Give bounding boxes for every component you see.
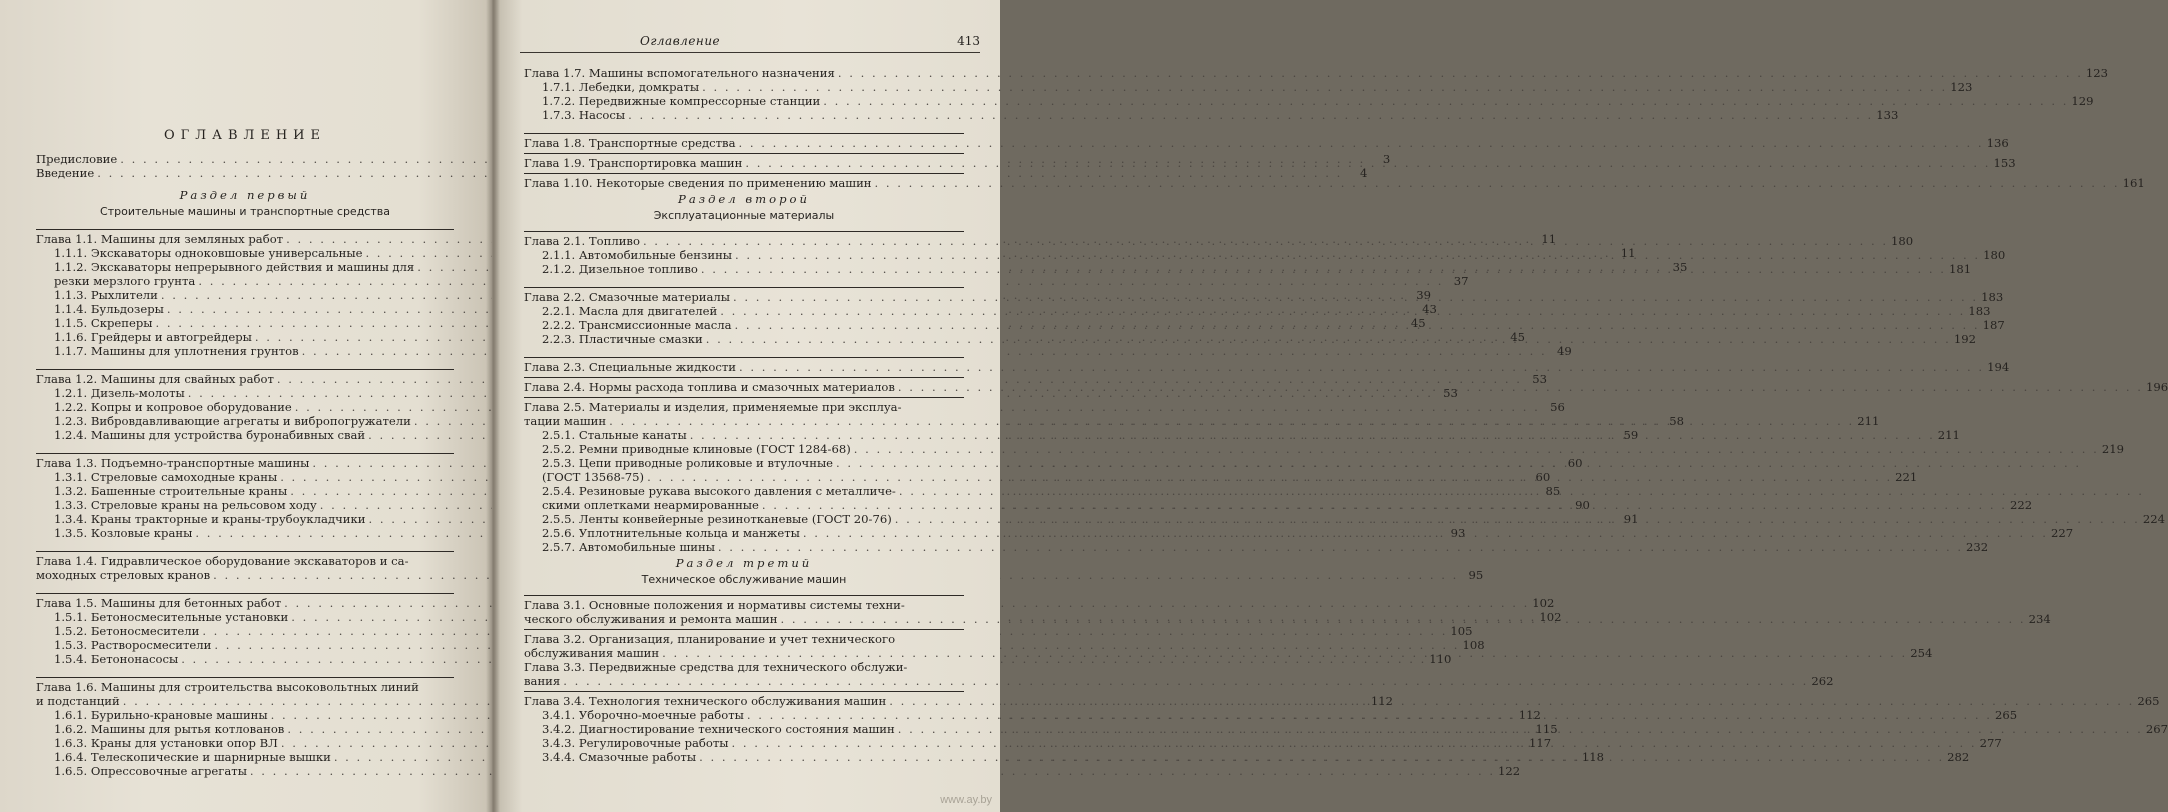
entry-title: Глава 1.3. Подъемно-транспортные машины	[36, 456, 310, 470]
entry-page-number: 43	[1422, 302, 1437, 316]
entry-page-number: 53	[1532, 372, 1547, 386]
dot-leader	[690, 428, 1935, 442]
entry-page-number: 49	[1556, 344, 1572, 358]
entry-title: Глава 3.4. Технология технического обслуживания машин	[524, 694, 887, 708]
entry-page-number: 105	[1450, 624, 1473, 638]
entry-title: 2.1.1. Автомобильные бензины	[542, 248, 733, 262]
entry-title: 3.4.2. Диагностирование технического состояния машин	[542, 722, 895, 736]
entry-title: и подстанций	[36, 694, 120, 708]
entry-page-number: 267	[2145, 722, 2168, 736]
entry-title: Предисловие	[36, 152, 118, 166]
chapter-entry-line: Глава 1.4. Гидравлическое оборудование экскаваторов и са-	[36, 554, 409, 568]
entry-page-number: 60	[1567, 456, 1583, 470]
toc-subentry	[542, 442, 2124, 456]
section-title: Техническое обслуживание машин	[641, 573, 847, 586]
entry-page-number: 221	[1895, 470, 1918, 484]
toc-subentry	[542, 456, 964, 470]
toc-entry	[524, 156, 2016, 170]
entry-page-number: 53	[1443, 386, 1458, 400]
entry-page-number: 37	[1453, 274, 1469, 288]
entry-title: вания	[524, 674, 561, 688]
entry-title: 3.4.4. Смазочные работы	[542, 750, 697, 764]
entry-title: 1.5.4. Бетононасосы	[54, 652, 179, 666]
entry-title: 1.3.1. Стреловые самоходные краны	[54, 470, 278, 484]
book-gutter	[486, 0, 500, 812]
dot-leader	[702, 80, 1947, 94]
entry-page-number: 118	[1581, 750, 1605, 764]
chapter-entry	[524, 176, 2145, 190]
entry-page-number: 211	[1857, 414, 1880, 428]
dot-leader	[898, 380, 2143, 394]
toc-entry	[524, 176, 2145, 190]
entry-title: 2.5.5. Ленты конвейерные резинотканевые (ГОСТ 20-76)	[542, 512, 892, 526]
entry-title: резки мерзлого грунта	[54, 274, 196, 288]
dot-leader	[563, 674, 1808, 688]
dot-leader	[699, 750, 1944, 764]
entry-title: 2.5.7. Автомобильные шины	[542, 540, 715, 554]
entry-title: 1.3.5. Козловые краны	[54, 526, 193, 540]
chapter-entry-line: Глава 3.3. Передвижные средства для технического обслужи-	[524, 660, 908, 674]
entry-title: Глава 2.4. Нормы расхода топлива и смазочных материалов	[524, 380, 895, 394]
entry-page-number: 90	[1575, 498, 1590, 512]
section-label: Раздел второй	[678, 192, 810, 206]
entry-title: 1.6.1. Бурильно-крановые машины	[54, 708, 268, 722]
entry-title: Глава 2.1. Топливо	[524, 234, 640, 248]
entry-title: 1.6.4. Телескопические и шарнирные вышки	[54, 750, 331, 764]
dot-leader	[733, 290, 1978, 304]
running-header	[520, 34, 980, 50]
toc-subentry	[542, 540, 1989, 554]
dot-leader	[662, 646, 1907, 660]
entry-title: 2.1.2. Дизельное топливо	[542, 262, 698, 276]
dot-leader	[701, 262, 1946, 276]
section-title: Строительные машины и транспортные средства	[100, 205, 390, 218]
entry-page-number: 153	[1993, 156, 2016, 170]
chapter-entry	[36, 372, 1547, 386]
entry-page-number: 133	[1876, 108, 1899, 122]
dot-leader	[895, 512, 2140, 526]
entry-page-number: 95	[1468, 568, 1484, 582]
subsection-list	[524, 80, 2094, 122]
dot-leader	[836, 456, 2081, 470]
entry-title: Глава 1.9. Транспортировка машин	[524, 156, 743, 170]
entry-title: 1.1.4. Бульдозеры	[54, 302, 164, 316]
entry-title: 1.5.3. Растворосмесители	[54, 638, 212, 652]
toc-subentry	[542, 108, 1899, 122]
entry-page-number: 227	[2050, 526, 2074, 540]
entry-page-number: 108	[1462, 638, 1485, 652]
entry-page-number: 60	[1535, 470, 1551, 484]
entry-page-number: 161	[2122, 176, 2145, 190]
entry-page-number: 123	[2085, 66, 2109, 80]
entry-title: 1.3.4. Краны тракторные и краны-трубоукладчики	[54, 512, 366, 526]
chapter-entry	[524, 674, 1834, 688]
divider	[36, 229, 454, 230]
toc-entry	[524, 674, 1834, 688]
entry-page-number: 39	[1416, 288, 1431, 302]
entry-title: тации машин	[524, 414, 607, 428]
divider	[524, 173, 964, 174]
entry-page-number: 265	[2137, 694, 2160, 708]
entry-title: 1.1.2. Экскаваторы непрерывного действия и машины для	[54, 260, 415, 274]
entry-page-number: 115	[1535, 722, 1558, 736]
entry-title: 1.2.1. Дизель-молоты	[54, 386, 185, 400]
entry-title: 1.6.5. Опрессовочные агрегаты	[54, 764, 247, 778]
entry-page-number: 211	[1937, 428, 1960, 442]
entry-page-number: 11	[1541, 232, 1557, 246]
entry-page-number: 129	[2071, 94, 2094, 108]
chapter-entry-line: Глава 2.5. Материалы и изделия, применяемые при эксплуа-	[524, 400, 902, 414]
entry-page-number: 282	[1947, 750, 1970, 764]
divider	[524, 357, 964, 358]
dot-leader	[718, 540, 1963, 554]
divider	[36, 453, 454, 454]
dot-leader	[647, 470, 1892, 484]
entry-page-number: 262	[1811, 674, 1834, 688]
divider	[524, 397, 964, 398]
entry-title: 1.1.7. Машины для уплотнения грунтов	[54, 344, 299, 358]
page-number: 413	[957, 34, 980, 48]
dot-leader	[898, 722, 2143, 736]
toc-title: ОГЛАВЛЕНИЕ	[163, 128, 326, 143]
running-header-title: Оглавление	[640, 34, 721, 48]
entry-page-number: 93	[1450, 526, 1466, 540]
entry-title: Глава 1.5. Машины для бетонных работ	[36, 596, 282, 610]
chapter-entry	[524, 156, 2016, 170]
dot-leader	[781, 612, 2026, 626]
entry-title: 2.5.3. Цепи приводные роликовые и втулочные	[542, 456, 834, 470]
entry-title: (ГОСТ 13568-75)	[542, 470, 645, 484]
entry-page-number: 56	[1550, 400, 1565, 414]
entry-title: 2.5.1. Стальные канаты	[542, 428, 687, 442]
dot-leader	[735, 318, 1980, 332]
entry-page-number: 277	[1979, 736, 2002, 750]
dot-leader	[745, 156, 1990, 170]
entry-title: 3.4.1. Уборочно-моечные работы	[542, 708, 744, 722]
toc-subentry	[54, 764, 1521, 778]
entry-title: 1.6.2. Машины для рытья котлованов	[54, 722, 285, 736]
entry-page-number: 194	[1987, 360, 2010, 374]
entry-page-number: 58	[1669, 414, 1684, 428]
entry-page-number: 254	[1910, 646, 1933, 660]
entry-page-number: 102	[1532, 596, 1555, 610]
entry-title: моходных стреловых кранов	[36, 568, 211, 582]
chapter-entry	[524, 136, 2009, 150]
dot-leader	[628, 108, 1873, 122]
entry-page-number: 11	[1620, 246, 1636, 260]
entry-title: 1.7.1. Лебедки, домкраты	[542, 80, 700, 94]
dot-leader	[720, 304, 1965, 318]
chapter-entry	[524, 66, 2109, 80]
entry-title: Глава 1.8. Транспортные средства	[524, 136, 736, 150]
entry-page-number: 192	[1953, 332, 1977, 346]
entry-page-number: 219	[2101, 442, 2124, 456]
entry-page-number: 180	[1891, 234, 1914, 248]
entry-title: 2.2.2. Трансмиссионные масла	[542, 318, 732, 332]
toc-subentry	[54, 624, 1473, 638]
watermark: www.ay.by	[940, 794, 992, 806]
entry-page-number: 91	[1623, 512, 1639, 526]
dot-leader	[899, 484, 2144, 498]
toc-subentry	[54, 274, 1469, 288]
divider	[524, 629, 964, 630]
entry-title: обслуживания машин	[524, 646, 660, 660]
entry-title: Введение	[36, 166, 95, 180]
entry-page-number: 45	[1510, 330, 1525, 344]
toc-entry	[524, 360, 2010, 374]
entry-page-number: 232	[1966, 540, 1989, 554]
entry-page-number: 117	[1528, 736, 1552, 750]
toc-entry	[524, 136, 2009, 150]
divider	[524, 153, 964, 154]
toc-subentry	[542, 80, 1973, 94]
toc-subentry	[54, 344, 1572, 358]
section-title: Эксплуатационные материалы	[653, 209, 835, 222]
entry-title: 1.1.5. Скреперы	[54, 316, 153, 330]
dot-leader	[854, 442, 2099, 456]
entry-page-number: 45	[1410, 316, 1426, 330]
entry-title: 1.7.2. Передвижные компрессорные станции	[542, 94, 821, 108]
entry-title: Глава 1.10. Некоторые сведения по применению машин	[524, 176, 872, 190]
chapter-entry	[524, 360, 2010, 374]
entry-page-number: 122	[1498, 764, 1521, 778]
entry-page-number: 183	[1981, 290, 2004, 304]
entry-page-number: 181	[1948, 262, 1972, 276]
section-label: Раздел первый	[179, 188, 311, 202]
entry-title: 1.5.1. Бетоносмесительные установки	[54, 610, 289, 624]
entry-page-number: 234	[2028, 612, 2051, 626]
entry-title: 1.1.6. Грейдеры и автогрейдеры	[54, 330, 252, 344]
entry-title: 2.5.2. Ремни приводные клиновые (ГОСТ 1284-68)	[542, 442, 851, 456]
entry-page-number: 35	[1672, 260, 1688, 274]
entry-title: 1.1.1. Экскаваторы одноковшовые универсальные	[54, 246, 363, 260]
header-rule	[520, 52, 980, 53]
entry-title: Глава 1.7. Машины вспомогательного назначения	[524, 66, 835, 80]
chapter-entry-line: Глава 3.2. Организация, планирование и учет технического	[524, 632, 896, 646]
entry-title: ческого обслуживания и ремонта машин	[524, 612, 778, 626]
entry-title: 1.2.2. Копры и копровое оборудование	[54, 400, 292, 414]
entry-title: 1.7.3. Насосы	[542, 108, 626, 122]
toc-subentry	[542, 484, 964, 498]
divider	[524, 691, 964, 692]
entry-title: 1.5.2. Бетоносмесители	[54, 624, 200, 638]
entry-page-number: 183	[1968, 304, 1991, 318]
entry-page-number: 180	[1983, 248, 2006, 262]
entry-title: 1.3.2. Башенные строительные краны	[54, 484, 288, 498]
entry-page-number: 112	[1518, 708, 1541, 722]
entry-title: 1.3.3. Стреловые краны на рельсовом ходу	[54, 498, 317, 512]
dot-leader	[762, 498, 2007, 512]
entry-title: Глава 2.2. Смазочные материалы	[524, 290, 731, 304]
divider	[524, 595, 964, 596]
dot-leader	[609, 414, 1854, 428]
dot-leader	[643, 234, 1888, 248]
divider	[524, 231, 964, 232]
toc-subentry	[542, 94, 2094, 108]
dot-leader	[803, 526, 2048, 540]
entry-title: Глава 1.2. Машины для свайных работ	[36, 372, 274, 386]
entry-title: 3.4.3. Регулировочные работы	[542, 736, 729, 750]
entry-page-number: 224	[2142, 512, 2165, 526]
divider	[524, 133, 964, 134]
entry-page-number: 102	[1539, 610, 1562, 624]
entry-title: 2.5.6. Уплотнительные кольца и манжеты	[542, 526, 800, 540]
chapter-entry-line: Глава 3.1. Основные положения и нормативы системы техни-	[524, 598, 905, 612]
entry-title: 1.1.3. Рыхлители	[54, 288, 158, 302]
divider	[524, 377, 964, 378]
dot-leader	[875, 176, 2120, 190]
entry-page-number: 110	[1429, 652, 1452, 666]
section-label: Раздел третий	[675, 556, 813, 570]
entry-page-number: 187	[1982, 318, 2005, 332]
entry-page-number: 112	[1370, 694, 1393, 708]
toc-entry	[36, 372, 1547, 386]
dot-leader	[706, 332, 1951, 346]
chapter-entry-line: Глава 1.6. Машины для строительства высоковольтных линий	[36, 680, 419, 694]
entry-title: 2.5.4. Резиновые рукава высокого давления с металличе-	[542, 484, 896, 498]
divider	[36, 551, 454, 552]
entry-page-number: 222	[2009, 498, 2033, 512]
entry-page-number: 3	[1382, 152, 1391, 166]
entry-title: 2.2.3. Пластичные смазки	[542, 332, 703, 346]
dot-leader	[738, 136, 1983, 150]
toc-entry	[524, 66, 2109, 80]
divider	[36, 369, 454, 370]
dot-leader	[739, 360, 1984, 374]
dot-leader	[823, 94, 2068, 108]
entry-page-number: 59	[1623, 428, 1639, 442]
entry-title: 1.6.3. Краны для установки опор ВЛ	[54, 736, 278, 750]
divider	[36, 677, 454, 678]
entry-title: Глава 2.3. Специальные жидкости	[524, 360, 737, 374]
dot-leader	[889, 694, 2134, 708]
toc-subentry	[542, 248, 2006, 262]
entry-page-number: 123	[1950, 80, 1973, 94]
entry-page-number: 265	[1994, 708, 2018, 722]
entry-page-number: 85	[1545, 484, 1561, 498]
dot-leader	[747, 708, 1992, 722]
entry-page-number: 196	[2145, 380, 2168, 394]
entry-page-number: 4	[1359, 166, 1368, 180]
divider	[524, 287, 964, 288]
dot-leader	[735, 248, 1980, 262]
entry-title: скими оплетками неармированные	[542, 498, 759, 512]
toc-subentry	[36, 166, 1368, 180]
entry-title: 1.2.3. Вибровдавливающие агрегаты и вибропогружатели	[54, 414, 411, 428]
entry-page-number: 136	[1986, 136, 2009, 150]
entry-title: 1.2.4. Машины для устройства буронабивных свай	[54, 428, 366, 442]
dot-leader	[732, 736, 1977, 750]
entry-title: 2.2.1. Масла для двигателей	[542, 304, 718, 318]
dot-leader	[838, 66, 2083, 80]
divider	[36, 593, 454, 594]
entry-title: Глава 1.1. Машины для земляных работ	[36, 232, 284, 246]
